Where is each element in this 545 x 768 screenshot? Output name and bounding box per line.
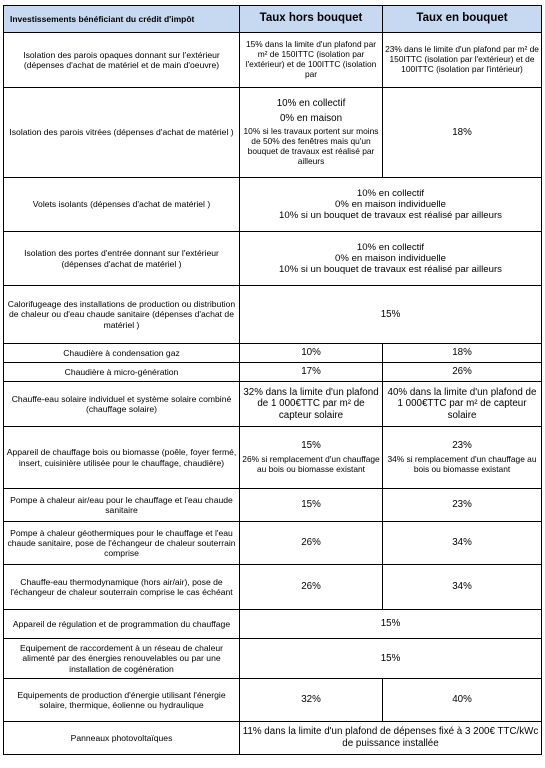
rate-without-bundle: 15% — [240, 489, 383, 522]
header-row — [4, 6, 542, 33]
row-label: Pompe à chaleur air/eau pour le chauffage et l'eau chaude sanitaire — [4, 489, 240, 522]
table-row — [4, 344, 542, 363]
header-rate-with-bundle: Taux en bouquet — [383, 6, 542, 33]
rate-merged — [240, 178, 542, 232]
rate-line: 0% en maison individuelle — [335, 252, 446, 264]
rate-without-bundle — [240, 427, 383, 489]
tax-credit-table — [3, 5, 542, 755]
row-label: Pompe à chaleur géothermiques pour le chauffage et l'eau chaude sanitaire, pose de l'échangeur de chaleur souterrain comprise — [4, 522, 240, 565]
rate-without-bundle: 10% — [240, 344, 383, 363]
table-row — [4, 232, 542, 286]
rate-note: 34% si remplacement d'un chauffage au bois ou biomasse existant — [387, 453, 537, 474]
row-label: Equipement de raccordement à un réseau de chaleur alimenté par des énergies renouvelables ou par une installation de cogénération — [4, 639, 240, 679]
rate-line: 10% si un bouquet de travaux est réalisé par ailleurs — [279, 210, 502, 222]
rate-note: 10% si les travaux portent sur moins de 50% des fenêtres mais qu'un bouquet de travaux est réalisé par ailleurs — [243, 126, 379, 166]
rate-line: 15% — [301, 440, 321, 452]
rate-line: 10% en collectif — [356, 241, 425, 253]
rate-line: 0% en maison individuelle — [335, 198, 446, 210]
rate-merged: 15% — [240, 286, 542, 344]
rate-with-bundle — [383, 33, 542, 88]
table-row — [4, 679, 542, 722]
rate-text: 23% dans le limite d'un plafond par m² de 150ITTC (isolation par l'extérieur) et de 100ITTC (isolation par l'intérieur) — [385, 45, 539, 74]
rate-with-bundle: 40% dans la limite d'un plafond de 1 000€TTC par m² de capteur solaire — [383, 382, 542, 427]
rate-with-bundle — [383, 427, 542, 489]
row-label: Calorifugeage des installations de production ou distribution de chaleur ou d'eau chaude sanitaire (dépenses d'achat de matériel ) — [4, 286, 240, 344]
row-label: Equipements de production d'énergie utilisant l'énergie solaire, thermique, éolienne ou hydraulique — [4, 679, 240, 722]
row-label: Appareil de chauffage bois ou biomasse (poêle, foyer fermé, insert, cuisinière utilisée pour le chauffage, chaudière) — [4, 427, 240, 489]
table-row — [4, 33, 542, 88]
rate-without-bundle: 26% — [240, 565, 383, 610]
rate-merged — [240, 232, 542, 286]
rate-with-bundle: 34% — [383, 522, 542, 565]
rate-merged: 15% — [240, 610, 542, 639]
rate-without-bundle — [240, 88, 383, 178]
row-label: Volets isolants (dépenses d'achat de matériel ) — [4, 178, 240, 232]
header-rate-without-bundle: Taux hors bouquet — [240, 6, 383, 33]
row-label: Isolation des portes d'entrée donnant sur l'extérieur (dépenses d'achat de matériel ) — [4, 232, 240, 286]
rate-text: 15% dans la limite d'un plafond par m² de 150ITTC (isolation par l'extérieur) et de 100ITTC (isolation par — [245, 40, 377, 79]
rate-without-bundle: 26% — [240, 522, 383, 565]
rate-line: 10% en collectif — [356, 187, 425, 199]
table-row — [4, 427, 542, 489]
rate-without-bundle: 17% — [240, 363, 383, 382]
table-row — [4, 722, 542, 755]
table-row — [4, 363, 542, 382]
rate-merged: 11% dans la limite d'un plafond de dépenses fixé à 3 200€ TTC/kWc de puissance installée — [240, 722, 542, 755]
rate-without-bundle: 32% dans la limite d'un plafond de 1 000€TTC par m² de capteur solaire — [240, 382, 383, 427]
table-row — [4, 639, 542, 679]
table-row — [4, 522, 542, 565]
table-row — [4, 565, 542, 610]
rate-line: 10% en collectif — [276, 98, 346, 110]
header-investments: Investissements bénéficiant du crédit d'impôt — [4, 6, 240, 33]
table-row — [4, 286, 542, 344]
rate-with-bundle: 18% — [383, 344, 542, 363]
table-row — [4, 382, 542, 427]
table-row — [4, 489, 542, 522]
rate-with-bundle: 26% — [383, 363, 542, 382]
row-label: Isolation des parois vitrées (dépenses d'achat de matériel ) — [4, 88, 240, 178]
row-label: Chaudière à condensation gaz — [4, 344, 240, 363]
rate-with-bundle: 23% — [383, 489, 542, 522]
rate-with-bundle: 34% — [383, 565, 542, 610]
rate-with-bundle: 18% — [383, 88, 542, 178]
rate-line: 0% en maison — [279, 112, 343, 124]
table-row — [4, 178, 542, 232]
row-label: Appareil de régulation et de programmation du chauffage — [4, 610, 240, 639]
rate-merged: 15% — [240, 639, 542, 679]
rate-without-bundle: 32% — [240, 679, 383, 722]
table-row — [4, 88, 542, 178]
rate-note: 26% si remplacement d'un chauffage au bois ou biomasse existant — [242, 453, 380, 474]
rate-with-bundle: 40% — [383, 679, 542, 722]
rate-without-bundle — [240, 33, 383, 88]
rate-line: 10% si un bouquet de travaux est réalisé par ailleurs — [279, 264, 502, 276]
row-label: Chauffe-eau solaire individuel et système solaire combiné (chauffage solaire) — [4, 382, 240, 427]
row-label: Chaudière à micro-génération — [4, 363, 240, 382]
row-label: Chauffe-eau thermodynamique (hors air/air), pose de l'échangeur de chaleur souterrain comprise le cas échéant — [4, 565, 240, 610]
row-label: Panneaux photovoltaïques — [4, 722, 240, 755]
row-label: Isolation des parois opaques donnant sur l'extérieur (dépenses d'achat de matériel et de main d'oeuvre) — [4, 33, 240, 88]
table-row — [4, 610, 542, 639]
rate-line: 23% — [452, 440, 472, 452]
